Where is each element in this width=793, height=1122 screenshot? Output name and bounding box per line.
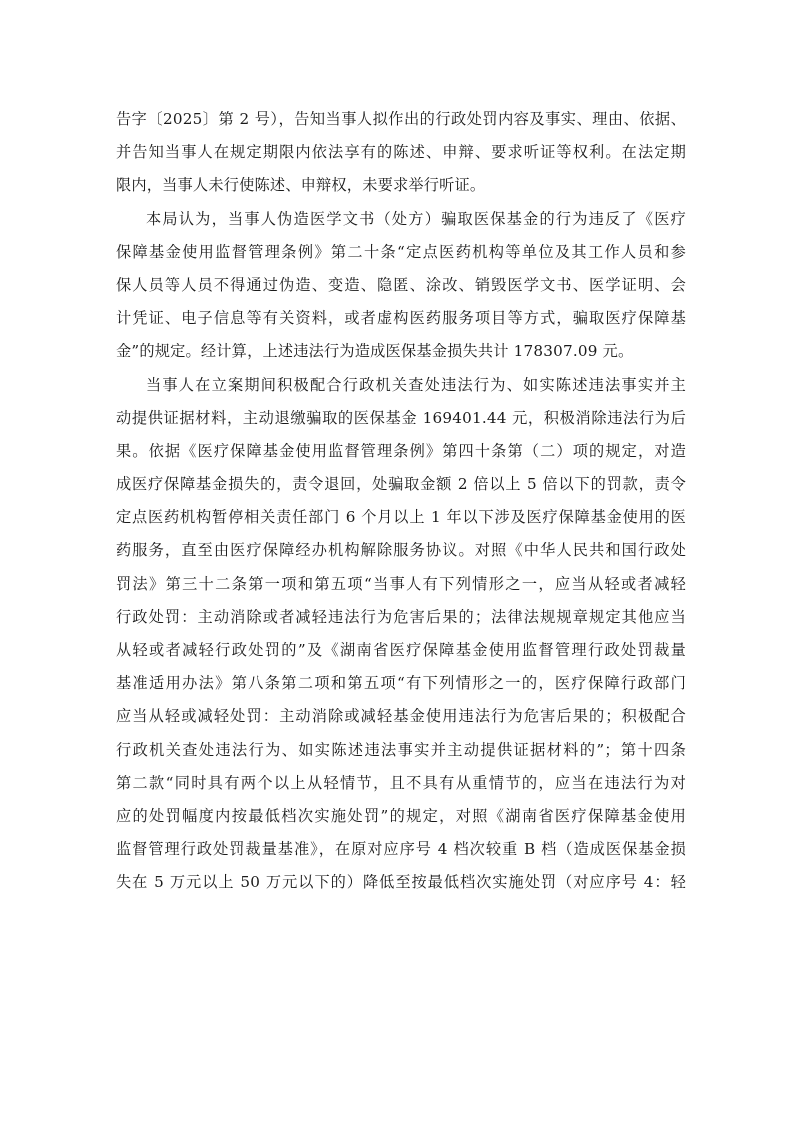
text-line: 失在 5 万元以上 50 万元以下的）降低至按最低档次实施处罚（对应序号 4：轻: [116, 873, 686, 892]
document-body: [116, 103, 686, 900]
text-line: 本局认为，当事人伪造医学文书（处方）骗取医保基金的行为违反了《医疗: [146, 209, 686, 228]
text-line: 定点医药机构暂停相关责任部门 6 个月以上 1 年以下涉及医疗保障基金使用的医: [116, 508, 686, 527]
text-line: 保人员等人员不得通过伪造、变造、隐匿、涂改、销毁医学文书、医学证明、会: [116, 275, 686, 294]
text-line: 并告知当事人在规定期限内依法享有的陈述、申辩、要求听证等权利。在法定期: [116, 143, 686, 162]
text-line: 成医疗保障基金损失的，责令退回，处骗取金额 2 倍以上 5 倍以下的罚款，责令: [116, 475, 686, 494]
text-line: 从轻或者减轻行政处罚的”及《湖南省医疗保障基金使用监督管理行政处罚裁量: [116, 641, 686, 659]
text-line: 告字〔2025〕第 2 号），告知当事人拟作出的行政处罚内容及事实、理由、依据、: [116, 110, 686, 128]
paragraph: [116, 369, 686, 900]
text-line: 当事人在立案期间积极配合行政机关查处违法行为、如实陈述违法事实并主: [146, 375, 686, 394]
text-line: 第二款“同时具有两个以上从轻情节，且不具有从重情节的，应当在违法行为对: [116, 773, 686, 792]
paragraph: [116, 203, 686, 369]
text-line: 药服务，直至由医疗保障经办机构解除服务协议。对照《中华人民共和国行政处: [116, 541, 686, 560]
text-line: 监督管理行政处罚裁量基准》，在原对应序号 4 档次较重 B 档（造成医保基金损: [116, 840, 686, 859]
text-line: 罚法》第三十二条第一项和第五项“当事人有下列情形之一，应当从轻或者减轻: [116, 574, 686, 593]
text-line: 行政处罚：主动消除或者减轻违法行为危害后果的；法律法规规章规定其他应当: [116, 607, 686, 626]
text-line: 应的处罚幅度内按最低档次实施处罚”的规定，对照《湖南省医疗保障基金使用: [116, 806, 686, 825]
text-line: 基准适用办法》第八条第二项和第五项“有下列情形之一的，医疗保障行政部门: [116, 674, 686, 693]
text-line: 计凭证、电子信息等有关资料，或者虚构医药服务项目等方式，骗取医疗保障基: [116, 309, 686, 328]
text-line: 金”的规定。经计算，上述违法行为造成医保基金损失共计 178307.09 元。: [116, 342, 634, 361]
text-line: 果。依据《医疗保障基金使用监督管理条例》第四十条第（二）项的规定，对造: [116, 441, 686, 460]
text-line: 动提供证据材料，主动退缴骗取的医保基金 169401.44 元，积极消除违法行为后: [116, 408, 686, 427]
paragraph: [116, 103, 686, 203]
text-line: 应当从轻或减轻处罚：主动消除或减轻基金使用违法行为危害后果的；积极配合: [116, 707, 686, 726]
text-line: 保障基金使用监督管理条例》第二十条“定点医药机构等单位及其工作人员和参: [116, 242, 686, 261]
text-line: 行政机关查处违法行为、如实陈述违法事实并主动提供证据材料的”；第十四条: [116, 740, 686, 759]
text-line: 限内，当事人未行使陈述、申辩权，未要求举行听证。: [116, 176, 486, 195]
